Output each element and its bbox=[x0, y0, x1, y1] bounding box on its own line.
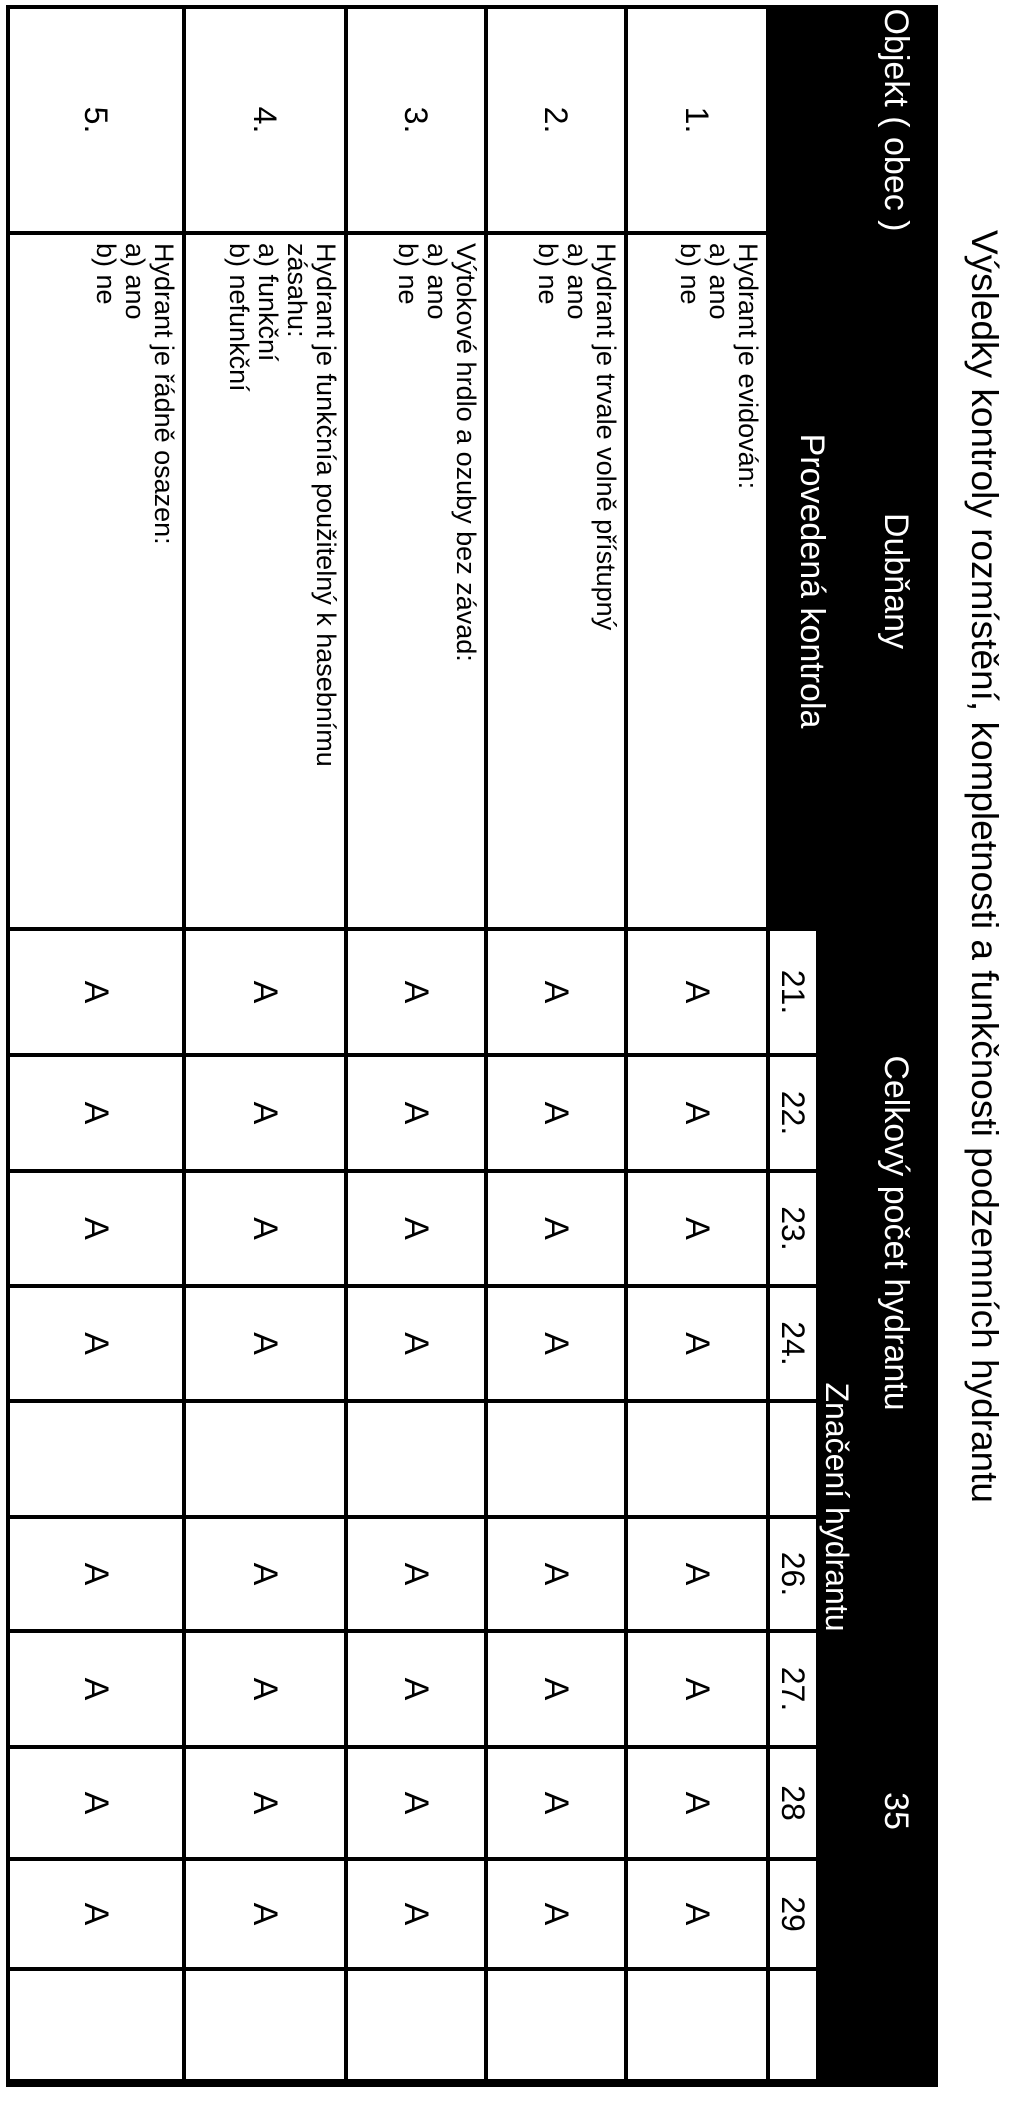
question-line: Hydrant je trvale volně přístupný bbox=[591, 243, 621, 631]
hydrant-id: 26. bbox=[770, 1519, 816, 1629]
check-mark: A bbox=[348, 1173, 484, 1284]
hydrant-id: 27. bbox=[770, 1633, 816, 1745]
check-mark: A bbox=[348, 1861, 484, 1967]
question-line: b) ne bbox=[393, 243, 423, 305]
check-mark: A bbox=[186, 1749, 344, 1857]
check-mark: A bbox=[10, 1861, 182, 1967]
check-mark bbox=[348, 1403, 484, 1515]
total-label: Celkový počet hydrantu bbox=[858, 931, 934, 1535]
check-mark: A bbox=[488, 1749, 624, 1857]
check-mark: A bbox=[348, 1519, 484, 1629]
check-mark: A bbox=[488, 1057, 624, 1169]
check-mark: A bbox=[10, 1057, 182, 1169]
question-line: b) ne bbox=[91, 243, 121, 305]
row-number: 4. bbox=[186, 9, 344, 231]
check-question bbox=[348, 235, 484, 927]
marking-label: Značení hydrantu bbox=[820, 931, 854, 2083]
object-label: Objekt ( obec ) bbox=[858, 9, 934, 231]
check-mark: A bbox=[10, 1519, 182, 1629]
check-question bbox=[186, 235, 344, 927]
total-value: 35 bbox=[858, 1539, 934, 2083]
question-line: Hydrant je evidován: bbox=[733, 243, 763, 490]
row-number: 5. bbox=[10, 9, 182, 231]
check-mark: A bbox=[348, 1057, 484, 1169]
check-mark bbox=[348, 1971, 484, 2079]
check-mark: A bbox=[488, 931, 624, 1053]
check-mark bbox=[10, 1403, 182, 1515]
check-mark: A bbox=[348, 1633, 484, 1745]
question-line: Výtokové hrdlo a ozuby bez závad: bbox=[451, 243, 481, 662]
check-mark bbox=[186, 1971, 344, 2079]
check-mark: A bbox=[10, 931, 182, 1053]
question-line: Hydrant je řádně osazen: bbox=[149, 243, 179, 545]
check-mark: A bbox=[628, 931, 766, 1053]
check-mark: A bbox=[186, 1519, 344, 1629]
check-mark: A bbox=[628, 1057, 766, 1169]
check-mark: A bbox=[628, 1173, 766, 1284]
check-mark: A bbox=[488, 1633, 624, 1745]
question-line: a) ano bbox=[562, 243, 592, 320]
question-line: zásahu: bbox=[282, 243, 312, 338]
question-line: a) ano bbox=[120, 243, 150, 320]
row-number: 1. bbox=[628, 9, 766, 231]
check-mark bbox=[628, 1971, 766, 2079]
check-question bbox=[628, 235, 766, 927]
check-mark bbox=[186, 1403, 344, 1515]
question-line: a) ano bbox=[422, 243, 452, 320]
check-mark: A bbox=[348, 931, 484, 1053]
document-title: Výsledky kontroly rozmístění, kompletnosti a funkčnosti podzemních hydrantu bbox=[964, 230, 1005, 1503]
check-mark bbox=[488, 1971, 624, 2079]
question-line: b) ne bbox=[675, 243, 705, 305]
check-mark: A bbox=[488, 1519, 624, 1629]
check-mark: A bbox=[10, 1288, 182, 1399]
check-mark: A bbox=[348, 1288, 484, 1399]
check-mark: A bbox=[10, 1749, 182, 1857]
hydrant-id: 29 bbox=[770, 1861, 816, 1967]
hydrant-id: 23. bbox=[770, 1173, 816, 1284]
inspection-table bbox=[6, 5, 938, 2087]
check-mark: A bbox=[186, 1288, 344, 1399]
hydrant-id: 24. bbox=[770, 1288, 816, 1399]
check-mark: A bbox=[628, 1288, 766, 1399]
check-mark: A bbox=[186, 1057, 344, 1169]
check-mark: A bbox=[488, 1173, 624, 1284]
check-mark: A bbox=[488, 1288, 624, 1399]
check-label: Provedená kontrola bbox=[770, 235, 854, 927]
row-number: 2. bbox=[488, 9, 624, 231]
check-mark bbox=[628, 1403, 766, 1515]
hydrant-id: 21. bbox=[770, 931, 816, 1053]
check-mark: A bbox=[488, 1861, 624, 1967]
row-number: 3. bbox=[348, 9, 484, 231]
hydrant-id bbox=[770, 1403, 816, 1515]
check-mark: A bbox=[628, 1749, 766, 1857]
hydrant-id bbox=[770, 1971, 816, 2079]
check-mark: A bbox=[628, 1519, 766, 1629]
check-mark bbox=[488, 1403, 624, 1515]
check-mark: A bbox=[186, 1861, 344, 1967]
check-mark: A bbox=[10, 1173, 182, 1284]
hydrant-id: 22. bbox=[770, 1057, 816, 1169]
hydrant-id: 28 bbox=[770, 1749, 816, 1857]
check-question bbox=[488, 235, 624, 927]
check-mark: A bbox=[10, 1633, 182, 1745]
question-line: Hydrant je funkčnía použitelný k hasebnímu bbox=[311, 243, 341, 767]
object-value: Dubňany bbox=[858, 235, 934, 927]
check-mark: A bbox=[348, 1749, 484, 1857]
check-mark: A bbox=[186, 931, 344, 1053]
question-line: b) ne bbox=[533, 243, 563, 305]
question-line: b) nefunkční bbox=[224, 243, 254, 392]
check-mark: A bbox=[628, 1633, 766, 1745]
question-line: a) funkční bbox=[253, 243, 283, 362]
check-mark: A bbox=[186, 1173, 344, 1284]
check-mark: A bbox=[628, 1861, 766, 1967]
question-line: a) ano bbox=[704, 243, 734, 320]
check-question bbox=[10, 235, 182, 927]
check-mark bbox=[10, 1971, 182, 2079]
check-mark: A bbox=[186, 1633, 344, 1745]
